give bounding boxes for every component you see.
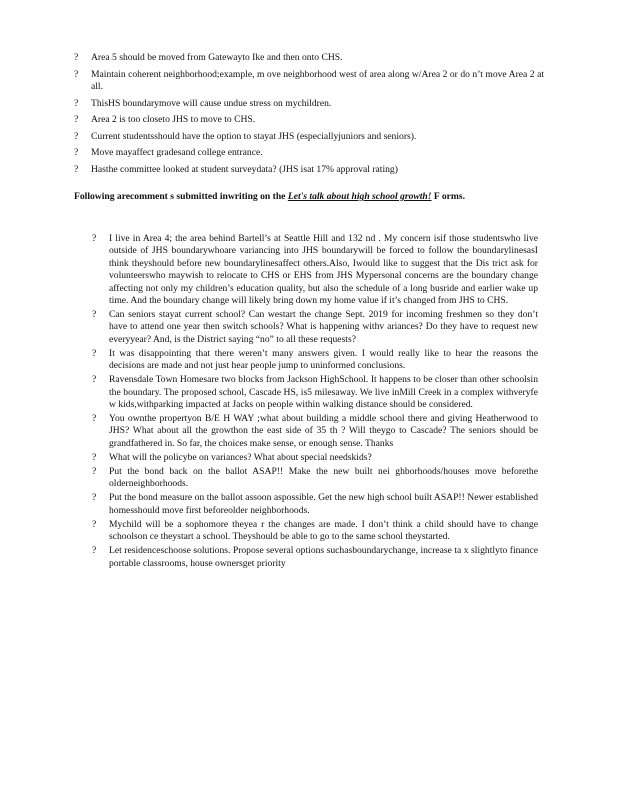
forms-link-text: Let's talk about high school growth! [287,191,432,202]
list-item: ? Area 5 should be moved from Gatewayto Ike and then onto CHS. [74,52,343,63]
bullet-icon: ? [92,465,97,477]
list-item: ? Let residenceschoose solutions. Propose several options suchasboundarychange, increase ta x slightlyto finance portable classrooms, house ownersget priority [92,545,538,569]
list-item: ? Put the bond back on the ballot ASAP!! Make the new built nei ghborhoods/houses move beforethe olderneighborhoods. [92,465,538,490]
list-item: ? Move mayaffect gradesand college entrance. [74,147,263,159]
bullet-icon: ? [92,347,97,359]
bullet-icon: ? [92,451,97,463]
list-item: ? Current studentsshould have the option to stayat JHS (especiallyjuniors and seniors). [74,130,417,142]
bullet-icon: ? [92,233,97,244]
bullet-icon: ? [92,309,97,321]
bullet-icon: ? [74,163,79,175]
concerns-list [74,52,544,181]
list-item: ? Hasthe committee looked at student surveydata? (JHS isat 17% approval rating) [74,163,398,175]
bullet-icon: ? [74,114,79,126]
section-heading: Following arecomment s submitted inwriting on the Let's talk about high school growth! F orms. [74,191,466,202]
list-item: ? Ravensdale Town Homesare two blocks from Jackson HighSchool. It happens to be closer than other schoolsin the boundary. The proposed school, Cascade HS, is5 milesaway. We live inMill Creek in a complex withveryfe w kids,withparking impacted at Jacks on people within walking distance should be considered. [92,374,538,411]
bullet-icon: ? [92,492,97,504]
list-item: ? ThisHS boundarymove will cause undue stress on mychildren. [74,97,332,109]
bullet-icon: ? [92,518,97,530]
bullet-icon: ? [74,147,79,159]
bullet-icon: ? [92,374,97,386]
list-item: ? Maintain coherent neighborhood;example, m ove neighborhood west of area along w/Area 2 or do n’t move Area 2 at all. [74,68,544,92]
list-item: ? I live in Area 4; the area behind Bartell’s at Seattle Hill and 132 nd . My concern isif those studentswho live outside of JHS boundarywhoare variancing into JHS boundarywill be forced to follow the boundarylinesasI think theyshould before new boundarylinesaffect others.Also, Iwould like to suggest that the Dis trict ask for volunteerswho maywish to relocate to CHS or EHS from JHS Mypersonal concerns are the boundary change affecting not only my children’s education quality, but also the schedule of a long busride and earlier wake up time. And the boundary change will likely bring down my home value if it’s changed from JHS to CHS. [92,233,538,307]
bullet-icon: ? [74,52,79,63]
bullet-icon: ? [74,68,79,80]
list-item: ? Can seniors stayat current school? Can westart the change Sept. 2019 for incoming freshmen so they don’t have to attend one year then switch schools? What is happening withv ariances? Do they have to request new everyyear? And, is the District saying “no” to all these requests? [92,309,538,345]
list-item: ? What will the policybe on variances? What about special needskids? [92,451,372,463]
list-item: ? Mychild will be a sophomore theyea r the changes are made. I don’t think a child should have to change schoolson ce theystart a school. Theyshould be able to go to the same school theystarted. [92,518,538,543]
list-item: ? Put the bond measure on the ballot assoon aspossible. Get the new high school built ASAP!! Newer established homesshould move first beforeolder neighborhoods. [92,492,538,516]
bullet-icon: ? [92,413,97,425]
bullet-icon: ? [74,97,79,109]
comments-list [92,233,538,572]
list-item: ? It was disappointing that there weren’t many answers given. I would really like to hear the reasons the decisions are made and not just hear people jump to uninformed conclusions. [92,347,538,372]
bullet-icon: ? [74,130,79,142]
list-item: ? Area 2 is too closeto JHS to move to CHS. [74,114,256,126]
list-item: ? You ownthe propertyon B/E H WAY ;what about building a middle school there and giving Heatherwood to JHS? What about all the growthon the east side of 35 th ? Will theygo to Cascade? The seniors should be grandfathered in. So far, the choices make sense, or enough sense. Thanks [92,413,538,449]
bullet-icon: ? [92,545,97,557]
